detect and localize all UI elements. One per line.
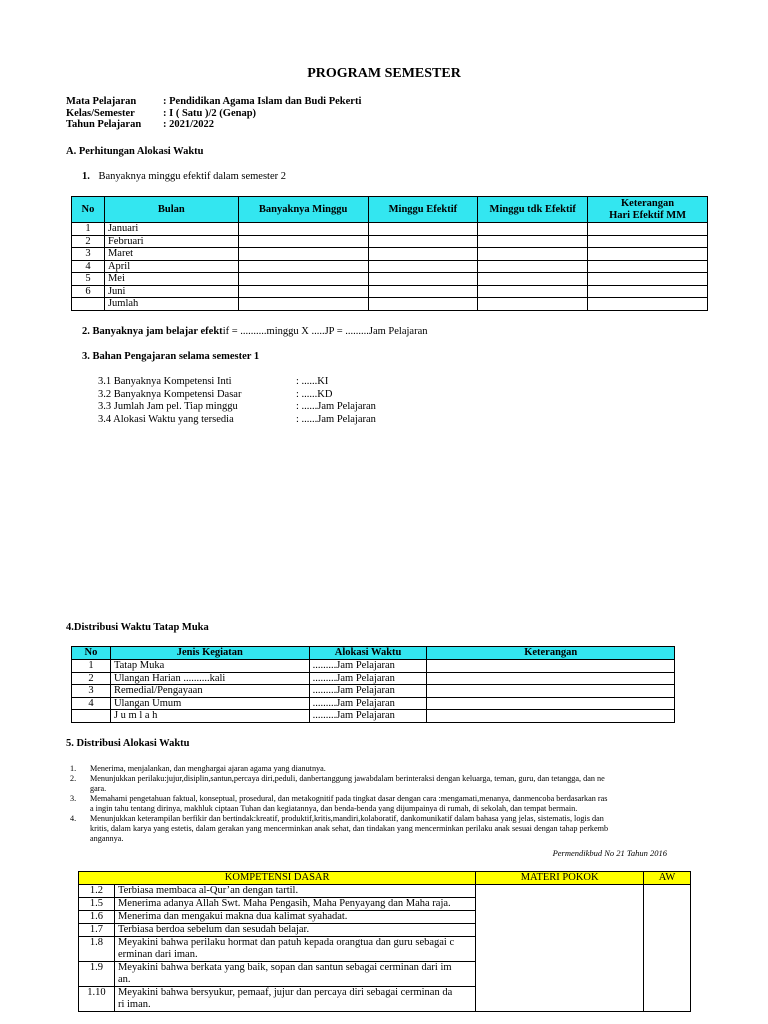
- cell-empty: [588, 273, 708, 286]
- kd-line: Menerima dan mengakui makna dua kalimat syahadat.: [117, 911, 348, 922]
- cell-empty: [588, 298, 708, 311]
- cell-no: 4: [72, 697, 111, 710]
- bahan-label: 3.3 Jumlah Jam pel. Tiap minggu: [98, 401, 238, 412]
- cell-empty: [368, 285, 478, 298]
- info-label: Mata Pelajaran: [66, 96, 137, 107]
- cell-no: 2: [72, 672, 111, 685]
- ki-line: Menunjukkan perilaku:jujur,disiplin,santun,percaya diri,peduli, danbertanggung jawabdalam berinteraksi dengan keluarga, teman, guru, dan tetangga, dan ne: [90, 774, 605, 783]
- kompetensi-dasar-table: [78, 871, 691, 1012]
- cell-no: 6: [72, 285, 105, 298]
- cell-no: 3: [72, 685, 111, 698]
- cell-no: 3: [72, 248, 105, 261]
- bahan-value: : ......KI: [296, 376, 329, 387]
- table-row: [72, 298, 708, 311]
- cell-empty: [368, 223, 478, 236]
- cell-empty: [238, 298, 368, 311]
- cell-empty: [588, 285, 708, 298]
- item-2: [82, 326, 428, 337]
- info-value: : 2021/2022: [163, 119, 215, 130]
- bahan-value: : ......KD: [296, 388, 333, 400]
- bahan-label: 3.4 Alokasi Waktu yang tersedia: [98, 413, 234, 425]
- th-no: No: [72, 197, 105, 223]
- th-minggu-efektif: Minggu Efektif: [368, 197, 478, 223]
- th-bulan: Bulan: [104, 197, 238, 223]
- item-2-rest: if = ..........minggu X .....JP = .........Jam Pelajaran: [222, 326, 428, 337]
- kd-line: Terbiasa membaca al-Qur’an dengan tartil.: [117, 885, 299, 896]
- bahan-label: 3.1 Banyaknya Kompetensi Inti: [98, 376, 232, 387]
- cell-jenis: Remedial/Pengayaan: [110, 685, 309, 698]
- table-row: [72, 273, 708, 286]
- cell-alokasi: .........Jam Pelajaran: [309, 710, 427, 723]
- table-row: [72, 260, 708, 273]
- th3-materi-pokok: MATERI POKOK: [476, 872, 644, 885]
- ki-number: 3.: [70, 794, 77, 803]
- info-block: [66, 96, 361, 131]
- cell-alokasi: .........Jam Pelajaran: [309, 697, 427, 710]
- cell-empty: [588, 248, 708, 261]
- cell-empty: [478, 273, 588, 286]
- ki-line: gara.: [90, 784, 107, 793]
- cell-alokasi: .........Jam Pelajaran: [309, 660, 427, 673]
- info-row: [66, 119, 361, 131]
- cell-empty: [368, 248, 478, 261]
- kompetensi-inti-list: [70, 764, 670, 844]
- th-minggu-tdk-efektif: Minggu tdk Efektif: [478, 197, 588, 223]
- bahan-row: [98, 401, 376, 414]
- item-1-text: Banyaknya minggu efektif dalam semester 2: [98, 171, 286, 182]
- info-label: Tahun Pelajaran: [66, 119, 142, 130]
- info-row: [66, 96, 361, 108]
- th3-kompetensi-dasar: KOMPETENSI DASAR: [79, 872, 476, 885]
- cell-kd-no: 1.9: [79, 962, 115, 987]
- table-row: [72, 697, 675, 710]
- item-3: 3. Bahan Pengajaran selama semester 1: [82, 351, 260, 362]
- bahan-label: 3.2 Banyaknya Kompetensi Dasar: [98, 388, 242, 400]
- cell-empty: [368, 260, 478, 273]
- info-value: : Pendidikan Agama Islam dan Budi Pekerti: [163, 96, 362, 107]
- table-row: [72, 685, 675, 698]
- cell-no: [72, 710, 111, 723]
- cell-kd-text: [114, 911, 475, 924]
- ki-text: [90, 814, 608, 844]
- ki-line: Menerima, menjalankan, dan menghargai ajaran agama yang dianutnya.: [90, 764, 326, 773]
- cell-kd-no: 1.10: [79, 987, 115, 1012]
- ki-text: [90, 774, 605, 794]
- cell-empty: [238, 273, 368, 286]
- cell-empty: [238, 235, 368, 248]
- item-1: [82, 171, 286, 182]
- th2-jenis: Jenis Kegiatan: [110, 647, 309, 660]
- th-banyaknya-minggu: Banyaknya Minggu: [238, 197, 368, 223]
- cell-jenis: J u m l a h: [110, 710, 309, 723]
- ki-line: angannya.: [90, 834, 124, 843]
- info-row: [66, 108, 361, 120]
- cell-bulan: Maret: [104, 248, 238, 261]
- cell-bulan: Januari: [104, 223, 238, 236]
- cell-kd-text: [114, 885, 475, 898]
- cell-bulan: Jumlah: [104, 298, 238, 311]
- cell-empty: [478, 285, 588, 298]
- cell-empty: [238, 285, 368, 298]
- bahan-row: [98, 389, 376, 402]
- th2-keterangan: Keterangan: [427, 647, 675, 660]
- cell-kd-no: 1.5: [79, 898, 115, 911]
- cell-empty: [478, 223, 588, 236]
- kd-line: Meyakini bahwa berkata yang baik, sopan dan santun sebagai cerminan dari im: [117, 962, 452, 973]
- table-row: [72, 285, 708, 298]
- cell-no: 1: [72, 660, 111, 673]
- bahan-value: : ......Jam Pelajaran: [296, 401, 376, 412]
- section-a-heading: A. Perhitungan Alokasi Waktu: [66, 146, 204, 157]
- page-title: PROGRAM SEMESTER: [307, 66, 461, 81]
- cell-kd-no: 1.6: [79, 911, 115, 924]
- table-row: [72, 248, 708, 261]
- cell-kd-no: 1.7: [79, 924, 115, 937]
- kd-line: ri iman.: [117, 999, 151, 1010]
- cell-empty: [478, 298, 588, 311]
- ki-number: 2.: [70, 774, 77, 783]
- kd-line: Menerima adanya Allah Swt. Maha Pengasih, Maha Penyayang dan Maha raja.: [117, 898, 451, 909]
- cell-no: 4: [72, 260, 105, 273]
- cell-empty: [478, 235, 588, 248]
- cell-kd-text: [114, 924, 475, 937]
- ki-item: [70, 794, 670, 814]
- cell-empty: [478, 248, 588, 261]
- cell-empty: [368, 235, 478, 248]
- th-keterangan-line1: Keterangan: [621, 198, 675, 209]
- cell-materi-pokok: [476, 885, 644, 1012]
- info-value: : I ( Satu )/2 (Genap): [163, 107, 257, 119]
- cell-no: [72, 298, 105, 311]
- bahan-row: [98, 376, 376, 389]
- effective-weeks-table: [71, 196, 708, 311]
- cell-empty: [588, 235, 708, 248]
- cell-no: 2: [72, 235, 105, 248]
- cell-jenis: Ulangan Harian ..........kali: [110, 672, 309, 685]
- ki-text: [90, 764, 326, 774]
- th2-alokasi: Alokasi Waktu: [309, 647, 427, 660]
- cell-aw: [644, 885, 691, 1012]
- cell-kd-no: 1.2: [79, 885, 115, 898]
- cell-keterangan: [427, 660, 675, 673]
- ki-line: kritis, dalam karya yang estetis, dalam gerakan yang mencerminkan anak sehat, dan tindakan yang mencerminkan perilaku anak sesuai dengan tahap perkemb: [90, 824, 609, 833]
- th2-no: No: [72, 647, 111, 660]
- bahan-list: [98, 376, 376, 426]
- ki-item: [70, 814, 670, 844]
- kd-line: an.: [117, 974, 131, 985]
- cell-empty: [238, 223, 368, 236]
- ki-text: [90, 794, 607, 814]
- table-row: [72, 672, 675, 685]
- section-5-heading: 5. Distribusi Alokasi Waktu: [66, 738, 190, 749]
- table-row: [79, 885, 691, 898]
- cell-kd-text: [114, 898, 475, 911]
- cell-keterangan: [427, 710, 675, 723]
- kd-line: Terbiasa berdoa sebelum dan sesudah belajar.: [117, 924, 310, 935]
- cell-no: 5: [72, 273, 105, 286]
- cell-kd-no: 1.8: [79, 937, 115, 962]
- cell-empty: [588, 223, 708, 236]
- th-keterangan-line2: Hari Efektif MM: [609, 209, 687, 221]
- cell-empty: [238, 260, 368, 273]
- ki-line: Memahami pengetahuan faktual, konseptual, prosedural, dan metakognitif pada tingkat dasar dengan cara :mengamati,menanya, danmencoba berdasarkan ras: [90, 794, 608, 803]
- cell-alokasi: .........Jam Pelajaran: [309, 672, 427, 685]
- kd-line: Meyakini bahwa bersyukur, pemaaf, jujur dan percaya diri sebagai cerminan da: [117, 987, 453, 998]
- kd-line: erminan dari iman.: [117, 949, 198, 960]
- ki-line: a ingin tahu tentang dirinya, makhluk ciptaan Tuhan dan kegiatannya, dan benda-benda yang dijumpainya di rumah, di sekolah, dan tempat bermain.: [90, 804, 578, 813]
- cell-keterangan: [427, 697, 675, 710]
- tatap-muka-table: [71, 646, 675, 723]
- ki-item: [70, 774, 670, 794]
- cell-empty: [368, 273, 478, 286]
- kd-line: Meyakini bahwa perilaku hormat dan patuh kepada orangtua dan guru sebagai c: [117, 937, 455, 948]
- cell-keterangan: [427, 672, 675, 685]
- th3-aw: AW: [644, 872, 691, 885]
- ki-item: [70, 764, 670, 774]
- ki-number: 1.: [70, 764, 77, 773]
- section-4-heading: 4.Distribusi Waktu Tatap Muka: [66, 622, 209, 633]
- cell-empty: [368, 298, 478, 311]
- cell-no: 1: [72, 223, 105, 236]
- item-1-number: 1.: [82, 171, 90, 182]
- cell-empty: [588, 260, 708, 273]
- cell-bulan: Mei: [104, 273, 238, 286]
- item-2-bold: 2. Banyaknya jam belajar efekt: [82, 326, 223, 337]
- cell-alokasi: .........Jam Pelajaran: [309, 685, 427, 698]
- ki-line: Menunjukkan keterampilan berfikir dan bertindak:kreatif, produktif,kritis,mandiri,kolaboratif, dankomunikatif dalam bahasa yang jelas, sistematis, logis dan: [90, 814, 604, 823]
- cell-bulan: April: [104, 260, 238, 273]
- cell-bulan: Juni: [104, 285, 238, 298]
- source-note: Permendikbud No 21 Tahun 2016: [552, 848, 667, 858]
- table-row: [72, 660, 675, 673]
- table-row: [72, 223, 708, 236]
- cell-bulan: Februari: [104, 235, 238, 248]
- cell-keterangan: [427, 685, 675, 698]
- cell-empty: [478, 260, 588, 273]
- cell-empty: [238, 248, 368, 261]
- table-row: [72, 235, 708, 248]
- cell-kd-text: [114, 987, 475, 1012]
- cell-kd-text: [114, 937, 475, 962]
- cell-jenis: Ulangan Umum: [110, 697, 309, 710]
- table-row: [72, 710, 675, 723]
- th-keterangan: [588, 197, 708, 223]
- info-label: Kelas/Semester: [66, 107, 135, 119]
- bahan-value: : ......Jam Pelajaran: [296, 413, 376, 425]
- cell-kd-text: [114, 962, 475, 987]
- ki-number: 4.: [70, 814, 77, 823]
- bahan-row: [98, 414, 376, 427]
- cell-jenis: Tatap Muka: [110, 660, 309, 673]
